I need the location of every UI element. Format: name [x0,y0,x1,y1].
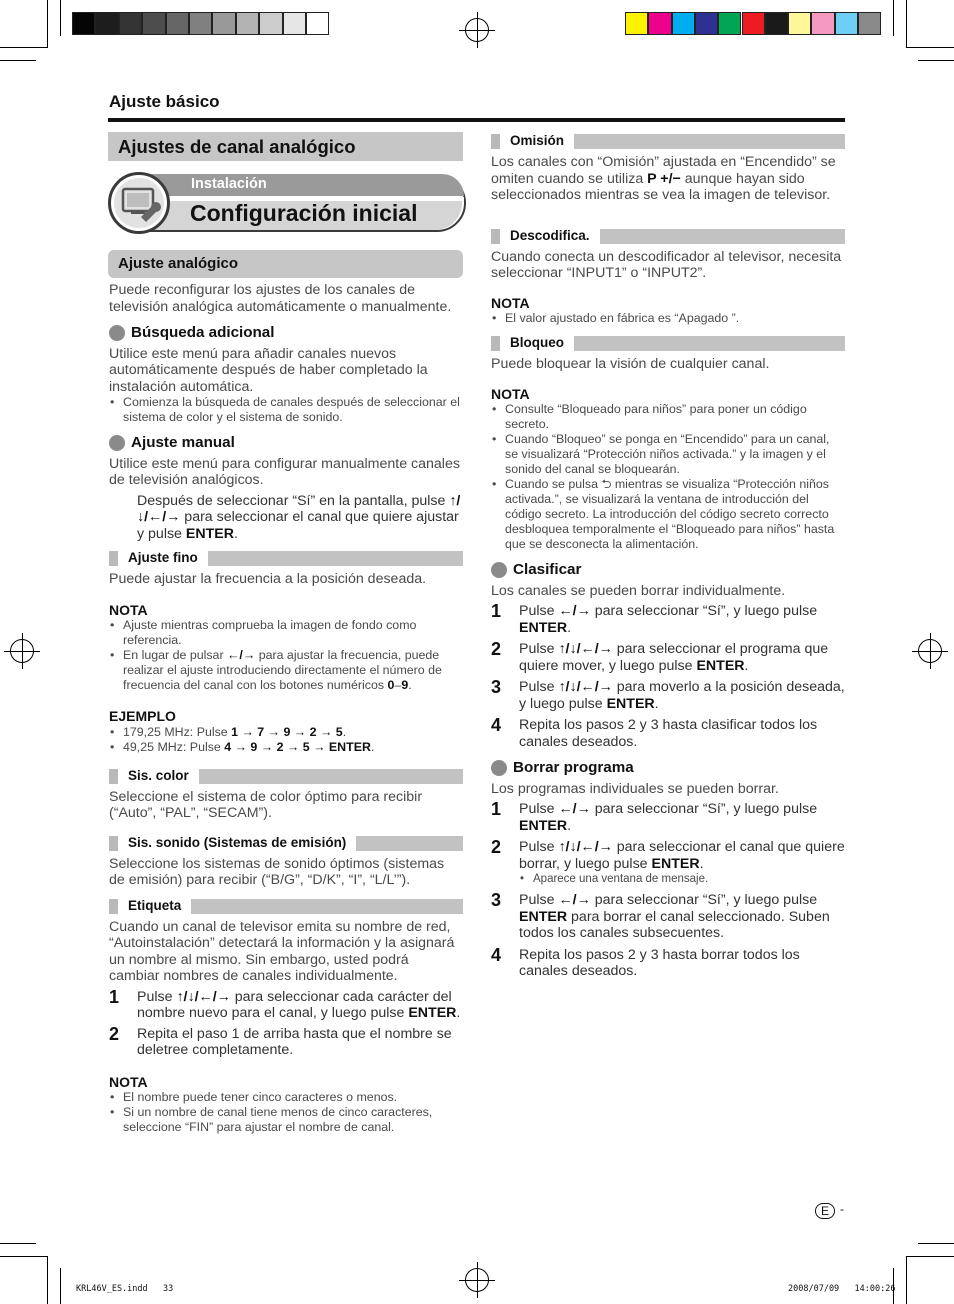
color-swatch [742,12,765,35]
ejemplo-bullet-2: • 49,25 MHz: Pulse 4 → 9 → 2 → 5 → ENTER. [109,740,463,755]
page-number-dash: - [840,1202,844,1216]
intro-text: Puede reconfigurar los ajustes de los canales de televisión analógica automáticamente o manualmente. [109,282,452,315]
nota-label: NOTA [491,294,530,311]
etiqueta-step-1: 1 Pulse ↑/↓/←/→ para seleccionar cada carácter del nombre nuevo para el canal, y luego pulse ENTER. [109,986,461,1021]
clasificar-step-2: 2 Pulse ↑/↓/←/→ para seleccionar el programa que quiere mover, y luego pulse ENTER. [491,639,829,674]
bullet-circle-icon [109,325,125,341]
clasificar-step-4: 4 Repita los pasos 2 y 3 hasta clasificar todos los canales deseados. [491,715,818,750]
omision-text: Los canales con “Omisión” ajustada en “Encendido” se omiten cuando se utiliza P +/− aunque hayan sido seleccionados mientras se vea la imagen de televisor. [491,154,836,203]
etiqueta-bullet-2: • Si un nombre de canal tiene menos de cinco caracteres, seleccione “FIN” para ajustar el nombre de canal. [109,1105,463,1135]
descodifica-bullet: • El valor ajustado en fábrica es “Apagado ”. [491,311,845,326]
clasificar-step-1: 1 Pulse ←/→ para seleccionar “Sí”, y luego pulse ENTER. [491,601,818,636]
manual-instruction: Después de seleccionar “Sí” en la pantalla, pulse ↑/↓/←/→ para seleccionar el canal que quiere ajustar y pulse ENTER. [137,492,461,542]
crop-mark [60,1268,61,1304]
bloqueo-bullet-2: • Cuando “Bloqueo” se ponga en “Encendido” para un canal, se visualizará “Protección niños activada.” y la imagen y el sonido del canal se bloquearán. [491,432,845,477]
color-swatch [72,12,95,35]
omision-bar: Omisión [491,133,845,150]
color-swatch [695,12,718,35]
borrar-step-4: 4 Repita los pasos 2 y 3 hasta borrar todos los canales deseados. [491,944,800,979]
sis-sonido-text: Seleccione los sistemas de sonido óptimos (sistemas de emisión) para recibir (“B/G”, “D/K”, “I”, “L/L’”). [109,855,445,888]
color-swatch [236,12,259,35]
color-swatch [835,12,858,35]
descodifica-bar: Descodifica. [491,228,845,245]
borrar-step-1: 1 Pulse ←/→ para seleccionar “Sí”, y luego pulse ENTER. [491,799,818,834]
header-rule [108,118,845,122]
borrar-step-2: 2 Pulse ↑/↓/←/→ para seleccionar el canal que quiere borrar, y luego pulse ENTER. • Aparece una ventana de mensaje. [491,839,845,887]
title-bar [108,132,463,161]
sis-sonido-bar: Sis. sonido (Sistemas de emisión) [109,835,463,852]
registration-mark-icon [912,633,948,669]
chapter-banner [108,172,466,234]
tv-wrench-icon [108,172,170,234]
bullet-circle-icon [109,435,125,451]
clasificar-text: Los canales se pueden borrar individualmente. [491,582,786,599]
bloqueo-bullet-3: • Cuando se pulsa ⮌ mientras se visualiza “Protección niños activada.”, se visualizará la ventana de introducción del código secreto. La introducción del código secreto correcto desbloquea temporalmente el “Bloqueado para niños” hasta que se desconecta la alimentación. [491,477,845,552]
crop-mark [0,60,36,61]
crop-mark [47,1256,48,1304]
language-badge: E [815,1203,835,1219]
color-swatch [648,12,671,35]
crop-mark [60,0,61,36]
sis-color-text: Seleccione el sistema de color óptimo para recibir (“Auto”, “PAL”, “SECAM”). [109,788,423,821]
bloqueo-text: Puede bloquear la visión de cualquier canal. [491,356,770,372]
right-column [491,133,845,980]
borrar-step-3: 3 Pulse ←/→ para seleccionar “Sí”, y luego pulse ENTER para borrar el canal seleccionado. Suben todos los canales subsecuentes. [491,890,830,941]
color-swatch [765,12,788,35]
color-swatch [811,12,834,35]
clasificar-heading: Clasificar [491,562,845,579]
ejemplo-label: EJEMPLO [109,708,176,724]
print-file-info: KRL46V_ES.indd 33 [76,1284,174,1294]
left-column [109,282,463,1135]
borrar-text: Los programas individuales se pueden borrar. [491,780,779,797]
sub-bar-label: Ajuste analógico [118,255,239,272]
crop-mark [906,0,907,48]
color-swatch [306,12,329,35]
etiqueta-bullet-1: • El nombre puede tener cinco caracteres o menos. [109,1090,463,1105]
banner-small-label: Instalación [191,176,267,192]
registration-mark-icon [4,633,40,669]
crop-mark [906,1256,907,1304]
borrar-heading: Borrar programa [491,760,845,777]
ejemplo-bullet-1: • 179,25 MHz: Pulse 1 → 7 → 9 → 2 → 5. [109,725,463,740]
ajuste-fino-bullet-1: • Ajuste mientras comprueba la imagen de fondo como referencia. [109,618,463,648]
crop-mark [906,1256,954,1257]
print-date-info: 2008/07/09 14:00:26 [788,1284,896,1294]
ajuste-fino-bar: Ajuste fino [109,550,463,567]
title-bar-label: Ajustes de canal analógico [118,136,356,157]
nota-label: NOTA [109,601,148,618]
crop-mark [0,1256,48,1257]
crop-mark [918,60,954,61]
sis-color-bar: Sis. color [109,768,463,785]
section-header: Ajuste básico [109,92,220,111]
nota-label: NOTA [491,385,530,402]
return-icon: ⮌ [601,477,612,491]
manual-heading: Ajuste manual [109,435,463,452]
color-swatch [95,12,118,35]
crop-mark [918,1243,954,1244]
crop-mark [906,47,954,48]
manual-text: Utilice este menú para configurar manualmente canales de televisión analógicos. [109,455,460,488]
page-title: Configuración inicial [190,200,418,226]
etiqueta-bar: Etiqueta [109,898,463,915]
busqueda-bullet: • Comienza la búsqueda de canales después de seleccionar el sistema de color y el sistema de sonido. [109,395,463,425]
clasificar-step-3: 3 Pulse ↑/↓/←/→ para moverlo a la posición deseada, y luego pulse ENTER. [491,677,845,712]
registration-mark-icon [459,12,495,48]
registration-mark-icon [459,1262,495,1298]
color-swatch [119,12,142,35]
crop-mark [47,0,48,48]
sub-bar [108,250,463,278]
color-swatch [189,12,212,35]
bloqueo-bullet-1: • Consulte “Bloqueado para niños” para poner un código secreto. [491,402,845,432]
color-swatch [672,12,695,35]
nota-label: NOTA [109,1073,148,1090]
ajuste-fino-text: Puede ajustar la frecuencia a la posición deseada. [109,571,427,587]
color-swatch [718,12,741,35]
busqueda-heading: Búsqueda adicional [109,325,463,342]
descodifica-text: Cuando conecta un descodificador al televisor, necesita seleccionar “INPUT1” o “INPUT2”. [491,248,842,281]
busqueda-text: Utilice este menú para añadir canales nuevos automáticamente después de haber completado la instalación automática. [109,345,428,395]
ajuste-fino-bullet-2: • En lugar de pulsar ←/→ para ajustar la frecuencia, puede realizar el ajuste introduciendo directamente el número de frecuencia del canal con los botones numéricos 0–9. [109,648,463,693]
color-swatch [625,12,648,35]
crop-mark [0,47,48,48]
color-swatch [283,12,306,35]
color-swatch [259,12,282,35]
borrar-step-2-bullet: • Aparece una ventana de mensaje. [519,872,845,887]
color-swatch [788,12,811,35]
color-swatch [858,12,881,35]
crop-mark [893,0,894,36]
bullet-circle-icon [491,562,507,578]
color-swatch [142,12,165,35]
bullet-circle-icon [491,760,507,776]
etiqueta-step-2: 2 Repita el paso 1 de arriba hasta que el nombre se deletree completamente. [109,1023,452,1058]
bloqueo-bar: Bloqueo [491,335,845,352]
etiqueta-text: Cuando un canal de televisor emita su nombre de red, “Autoinstalación” detectará la información y la asignará un nombre al mismo. Sin embargo, usted podrá cambiar nombres de canales individualmente. [109,918,455,984]
crop-mark [0,1243,36,1244]
color-swatch [212,12,235,35]
color-swatch [166,12,189,35]
